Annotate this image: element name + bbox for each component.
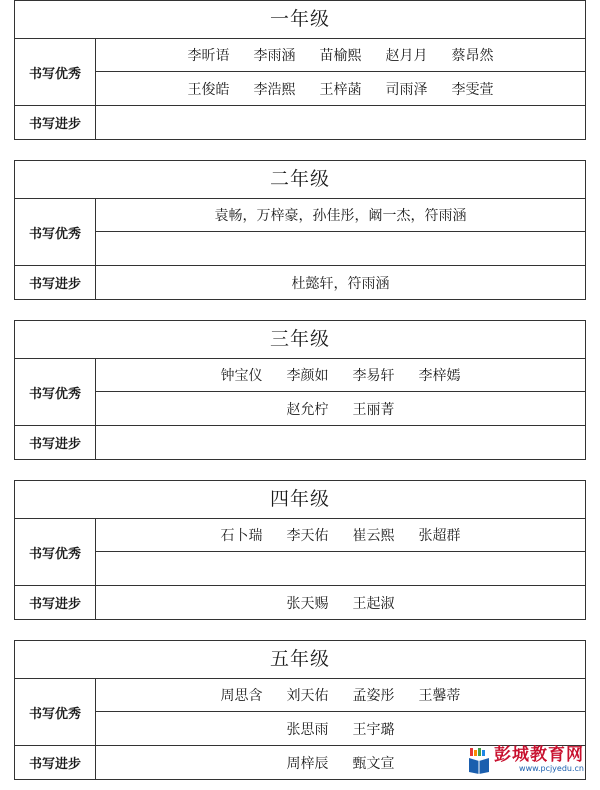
grade-title: 四年级: [15, 481, 585, 519]
student-name: 王丽菁: [352, 401, 395, 418]
excellent-label: 书写优秀: [15, 199, 96, 265]
progress-row: [15, 106, 585, 139]
student-name: 周思含: [220, 688, 263, 704]
student-name: 司雨泽: [385, 81, 428, 98]
name-line: 袁畅，万梓豪，孙佳彤，阚一杰，符雨涵: [96, 199, 585, 232]
student-name: 周梓辰: [286, 755, 329, 772]
student-name: 崔云熙: [352, 528, 395, 544]
grade-table-1: [14, 0, 586, 140]
watermark: [468, 746, 584, 774]
excellent-label: 书写优秀: [15, 39, 96, 105]
student-name: 王馨蒂: [418, 688, 461, 704]
grade-title: 一年级: [15, 1, 585, 39]
excellent-row: [15, 679, 585, 746]
excellent-row: [15, 39, 585, 106]
student-name: 王俊皓: [187, 81, 230, 98]
excellent-content: [96, 359, 585, 425]
name-line: [96, 72, 585, 105]
excellent-label: 书写优秀: [15, 519, 96, 585]
watermark-name: 彭城教育网: [494, 745, 584, 765]
progress-label: 书写进步: [15, 426, 96, 459]
student-name: 李雯萱: [451, 81, 494, 98]
progress-label: 书写进步: [15, 586, 96, 619]
progress-label: 书写进步: [15, 266, 96, 299]
excellent-label: 书写优秀: [15, 359, 96, 425]
student-name: 张超群: [418, 528, 461, 544]
excellent-label: 书写优秀: [15, 679, 96, 745]
grade-title: 二年级: [15, 161, 585, 199]
name-line: [96, 39, 585, 72]
progress-row: [15, 586, 585, 619]
student-name: 王宇璐: [352, 721, 395, 738]
student-name: 钟宝仪: [220, 368, 263, 384]
book-logo-icon: [468, 748, 490, 774]
progress-content: [96, 426, 585, 459]
progress-content: [96, 106, 585, 139]
excellent-content: [96, 679, 585, 745]
name-line: [96, 106, 585, 139]
watermark-url: www.pcjyedu.cn: [519, 764, 584, 773]
student-name: 王起淑: [352, 595, 395, 612]
student-name: 刘天佑: [286, 688, 329, 704]
name-line: [96, 552, 585, 585]
student-name: 王梓菡: [319, 81, 362, 98]
student-name: 李雨涵: [253, 48, 296, 64]
progress-content: [96, 266, 585, 299]
student-name: 苗榆熙: [319, 48, 362, 64]
student-name: 李天佑: [286, 528, 329, 544]
student-name: 蔡昂然: [451, 48, 494, 64]
progress-row: [15, 426, 585, 459]
student-name: 李浩熙: [253, 81, 296, 98]
progress-content: [96, 586, 585, 619]
excellent-row: [15, 519, 585, 586]
student-name: 赵月月: [385, 48, 428, 64]
student-name: 李梓嫣: [418, 368, 461, 384]
name-line: [96, 232, 585, 265]
name-line: [96, 426, 585, 459]
grade-table-3: [14, 320, 586, 460]
progress-label: 书写进步: [15, 746, 96, 779]
student-name: 孟姿彤: [352, 688, 395, 704]
grade-table-4: [14, 480, 586, 620]
student-name: 李颜如: [286, 368, 329, 384]
student-name: 李昕语: [187, 48, 230, 64]
name-line: [96, 586, 585, 619]
excellent-content: [96, 519, 585, 585]
name-line: [96, 519, 585, 552]
student-name: 张天赐: [286, 595, 329, 612]
excellent-content: [96, 39, 585, 105]
name-line: [96, 359, 585, 392]
student-name: 甄文宣: [352, 755, 395, 772]
excellent-row: [15, 359, 585, 426]
grade-title: 三年级: [15, 321, 585, 359]
name-line: [96, 679, 585, 712]
progress-row: [15, 266, 585, 299]
student-name: 张思雨: [286, 721, 329, 738]
progress-label: 书写进步: [15, 106, 96, 139]
name-line: 杜懿轩，符雨涵: [291, 275, 390, 292]
student-name: 赵允柠: [286, 401, 329, 418]
student-name: 石卜瑞: [220, 528, 263, 544]
grade-table-2: [14, 160, 586, 300]
excellent-row: [15, 199, 585, 266]
grade-title: 五年级: [15, 641, 585, 679]
excellent-content: [96, 199, 585, 265]
student-name: 李易轩: [352, 368, 395, 384]
name-line: [96, 392, 585, 425]
name-line: [96, 712, 585, 745]
watermark-text: [494, 746, 584, 774]
